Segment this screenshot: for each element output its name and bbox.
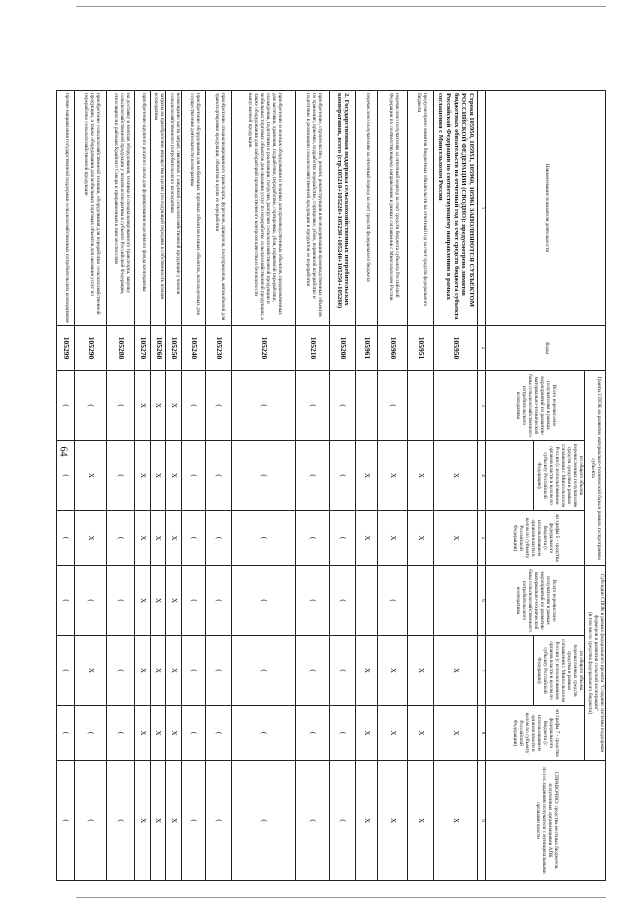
row-cell	[356, 371, 378, 441]
row-name: приобретение сельскохозяйственной техники, оборудования для переработки сельскохозяйственной продукции, а также оборудования для мобильных торговых объектов для оказания услуг по переработке сельскохозяйственной продукции	[75, 91, 107, 326]
column-number-row	[478, 91, 486, 881]
row-cell: X	[434, 636, 478, 706]
row-cell: (	[232, 761, 296, 881]
table-row	[57, 91, 75, 881]
row-cell: (	[107, 441, 135, 511]
header-reference-col	[486, 761, 606, 881]
row-cell: (	[330, 761, 356, 881]
table-row	[296, 91, 330, 881]
row-cell: X	[151, 441, 166, 511]
row-cell: (	[296, 636, 330, 706]
header-group-subsidies-sub: (в том числе средства федерального бюджета)	[587, 612, 594, 714]
row-code: 105961	[356, 326, 378, 371]
table-row	[232, 91, 296, 881]
row-cell: X	[356, 706, 378, 761]
row-cell	[356, 566, 378, 636]
row-cell: (	[232, 441, 296, 511]
column-number: 2	[478, 326, 486, 371]
row-cell: X	[378, 761, 408, 881]
row-cell: (	[182, 511, 206, 566]
row-cell: (	[57, 761, 75, 881]
column-number: 6	[478, 566, 486, 636]
row-cell: X	[166, 441, 182, 511]
row-cell: X	[135, 566, 151, 636]
row-cell: X	[356, 511, 378, 566]
header-a-total: Всего перечислено получателям в рамках мероприятий по развитию материально-технической базы сельскохозяйственного потребительского кооператива	[486, 371, 585, 441]
table-row	[408, 91, 434, 881]
row-cell: (	[296, 371, 330, 441]
row-cell: X	[135, 706, 151, 761]
row-code: 105950	[434, 326, 478, 371]
row-name: приобретение и монтаж оборудования и техники для производственных объектов, предназначенных для заготовки, хранения, подработки, переработки, сортировки, убоя, первичной переработки, охлаждения, подготовки к реализации, погрузки, разгрузки сельскохозяйственной продукции и мобильных торговых объектов для оказания услуг по переработке сельскохозяйственной продукции, а также оборудования для лабораторий производственного контроля качества и безопасности выпускаемой продукции	[232, 91, 296, 326]
row-name: предусмотрено лимитов бюджетных обязательств на отчетный год за счет средств федерального бюджета	[408, 91, 434, 326]
row-code: 105951	[408, 326, 434, 371]
row-cell: X	[75, 511, 107, 566]
row-cell: X	[151, 761, 166, 881]
row-cell: (	[57, 511, 75, 566]
row-cell: X	[151, 706, 166, 761]
row-name: прочие направления государственной поддержки сельскохозяйственных потребительских кооперативов	[57, 91, 75, 326]
column-number: 3	[478, 371, 486, 441]
column-number: 4	[478, 441, 486, 511]
table-row	[206, 91, 232, 881]
row-cell: X	[135, 636, 151, 706]
row-cell: (	[75, 371, 107, 441]
header-a-fed: из графы 5 - средства федерального бюджета (с использованием органов власти в целом по субъекту Российской Федерации)	[486, 511, 585, 566]
row-cell: (	[182, 441, 206, 511]
report-table	[56, 90, 606, 881]
row-name: 2. Государственная поддержка сельскохозяйственных потребительских кооперативов, всего (стр.105210+105220+105230+105240+105250+105260)	[330, 91, 356, 326]
row-cell: (	[206, 441, 232, 511]
header-a-total-sub: из общего объема перечисленных получателям средств средства в рамках соглашения с Минсельхозом России (с использованием органов власти в целом по субъекту Российской Федерации)	[534, 441, 585, 511]
row-code: 105240	[182, 326, 206, 371]
column-number: 1	[478, 91, 486, 326]
row-name: приобретение специализированного транспорта, фургонов, прицепов, полуприцепов, автомобилей для транспортировки продукции, объектов в целях ее переработки	[206, 91, 232, 326]
row-name: приобретение оборудования для мобильных торговых объектов и иных объектов, используемых для осуществления деятельности кооператива	[182, 91, 206, 326]
table-row	[166, 91, 182, 881]
row-code: 105230	[206, 326, 232, 371]
frame-top-line	[76, 6, 606, 7]
row-cell: X	[75, 441, 107, 511]
row-cell: X	[166, 636, 182, 706]
row-code: 105280	[107, 326, 135, 371]
row-name: приобретение, строительство, ремонт, реконструкция или модернизация производственных объектов по хранению, приемке, подработке переработке, сортировке, убою, первичной переработке и подготовке к реализации сельскохозяйственной продукции и продуктов ее переработки	[296, 91, 330, 326]
row-code: 105960	[378, 326, 408, 371]
row-name: возмещение части затрат, связанных с закупкой сельскохозяйственной продукции у членов сельскохозяйственного потребительского кооператива	[166, 91, 182, 326]
row-cell: X	[434, 761, 478, 881]
row-cell: X	[434, 441, 478, 511]
row-cell: (	[206, 371, 232, 441]
row-cell: X	[434, 706, 478, 761]
table-row	[378, 91, 408, 881]
row-cell: (	[232, 371, 296, 441]
row-name: перечислено получателям за отчетный период за счет средств федерального бюджета	[356, 91, 378, 326]
row-cell: (	[232, 636, 296, 706]
row-cell: (	[57, 706, 75, 761]
row-cell: (	[107, 761, 135, 881]
row-cell: X	[151, 371, 166, 441]
row-cell: (	[330, 566, 356, 636]
row-code: 105260	[151, 326, 166, 371]
row-name: перечислено получателям за отчетный период за счет средств бюджета субъекта Российской Федерации по соответствующему направлению в рамках соглашения с Минсельхозом России	[378, 91, 408, 326]
row-cell: (	[182, 371, 206, 441]
row-cell: (	[296, 566, 330, 636]
table-row	[356, 91, 378, 881]
row-cell: X	[408, 511, 434, 566]
page-number: 64	[57, 446, 69, 457]
table-row	[151, 91, 166, 881]
row-cell: X	[434, 511, 478, 566]
column-number: 9	[478, 761, 486, 881]
row-cell: (	[378, 566, 408, 636]
row-name: Строки 105950, 105951, 105960, 105961 ЗАПОЛНЯЮТСЯ СУБЪЕКТОМ РОССИЙСКОЙ ФЕДЕРАЦИИ (СВОДНО): предусмотрено лимитов бюджетных обязательств на отчетный год за счет средств бюджета субъекта Российской Федерации по соответствующему направлению в рамках соглашения с Минсельхозом России	[434, 91, 478, 326]
row-cell: X	[135, 441, 151, 511]
header-reference-title: СПРАВОЧНО: средства местных бюджетов, полученных организациями АПК	[546, 771, 559, 870]
row-cell: (	[330, 371, 356, 441]
header-b-fed: из графы 7 - средства федерального бюджета (с использованием органов власти в целом по субъекту Российской Федерации)	[486, 706, 585, 761]
frame-bottom-line	[76, 897, 606, 898]
table-body	[57, 91, 478, 881]
header-name-col: Наименование показателя деятельности	[486, 91, 606, 326]
table-row	[434, 91, 478, 881]
row-cell: X	[135, 371, 151, 441]
row-cell: (	[57, 371, 75, 441]
row-cell: (	[182, 706, 206, 761]
header-a-total-sub-body	[486, 441, 534, 511]
row-cell: (	[182, 761, 206, 881]
row-cell: (	[330, 636, 356, 706]
row-cell: (	[206, 761, 232, 881]
row-cell: X	[378, 441, 408, 511]
row-cell: (	[296, 511, 330, 566]
row-cell: X	[356, 441, 378, 511]
row-cell	[408, 566, 434, 636]
row-cell: X	[75, 636, 107, 706]
row-cell: (	[75, 706, 107, 761]
row-cell: (	[296, 706, 330, 761]
row-cell: X	[166, 511, 182, 566]
column-number: 5	[478, 511, 486, 566]
table-row	[107, 91, 135, 881]
row-cell: (	[206, 511, 232, 566]
row-cell: X	[135, 511, 151, 566]
row-code: 105250	[166, 326, 182, 371]
table-row	[182, 91, 206, 881]
row-cell: (	[182, 636, 206, 706]
row-cell: X	[166, 371, 182, 441]
row-cell: X	[356, 636, 378, 706]
row-cell: (	[206, 706, 232, 761]
table-row	[135, 91, 151, 881]
row-cell: X	[408, 636, 434, 706]
row-cell: X	[166, 761, 182, 881]
row-cell: X	[151, 636, 166, 706]
header-reference-sub: по гос.заданиям получатели с муниципальными органами власти	[534, 767, 547, 874]
table-row	[330, 91, 356, 881]
row-code: 105210	[296, 326, 330, 371]
header-code-col: Коды	[486, 326, 606, 371]
row-cell: (	[107, 706, 135, 761]
row-cell: (	[232, 511, 296, 566]
header-group-subsidies	[585, 566, 606, 761]
row-cell: (	[330, 706, 356, 761]
row-cell: (	[206, 636, 232, 706]
row-cell: (	[57, 441, 75, 511]
row-cell: (	[107, 566, 135, 636]
row-cell: X	[135, 761, 151, 881]
header-group-subsidies-title: Субсидии СПОК в рамках федерального проекта "Создание системы поддержки фермеров и развития сельской кооперации"	[593, 573, 605, 753]
row-cell	[434, 566, 478, 636]
row-cell: (	[75, 761, 107, 881]
header-group-grants: Гранты СПОК на развитие материально-технической базы в рамках госпрограммы субъекта	[585, 371, 606, 566]
header-b-total-sub-body	[486, 636, 534, 706]
row-cell: (	[206, 566, 232, 636]
row-cell: X	[378, 706, 408, 761]
row-cell: (	[107, 511, 135, 566]
row-cell: (	[296, 761, 330, 881]
row-cell: X	[408, 706, 434, 761]
row-cell: (	[330, 511, 356, 566]
row-cell: (	[107, 371, 135, 441]
column-number: 8	[478, 706, 486, 761]
row-cell: (	[232, 566, 296, 636]
row-cell: (	[57, 566, 75, 636]
row-cell	[434, 371, 478, 441]
row-code: 105299	[57, 326, 75, 371]
row-cell: X	[408, 761, 434, 881]
row-name: на доставку и монтаж оборудования, техники и специализированного транспорта, закупку сельскохозяйственной продукции у членов кооператива в субъекте Российской Федерации, относящихся к районам Крайнего Севера и приравненным к ним местностям	[107, 91, 135, 326]
row-cell: X	[151, 566, 166, 636]
row-name: приобретение крупного рогатого скота для формирования неделимого фонда кооператива	[135, 91, 151, 326]
row-cell: X	[166, 706, 182, 761]
row-cell: (	[330, 441, 356, 511]
row-name: затраты на приобретение имущества в целях последующей передачи в собственность членам кооператива	[151, 91, 166, 326]
row-cell: (	[57, 636, 75, 706]
row-cell: (	[107, 636, 135, 706]
row-cell: (	[296, 441, 330, 511]
row-cell: X	[356, 761, 378, 881]
row-cell: (	[75, 566, 107, 636]
header-b-total-sub: из общего объема перечисленных средств средства в рамках соглашения с Минсельхозом России (с использованием органов власти в целом по субъекту Российской Федерации)	[534, 636, 585, 706]
row-cell: X	[151, 511, 166, 566]
column-number: 7	[478, 636, 486, 706]
row-cell: X	[378, 511, 408, 566]
row-code: 105220	[232, 326, 296, 371]
row-code: 105270	[135, 326, 151, 371]
row-cell: (	[378, 371, 408, 441]
row-cell: X	[166, 566, 182, 636]
row-code: 105290	[75, 326, 107, 371]
row-cell: (	[182, 566, 206, 636]
row-code: 105200	[330, 326, 356, 371]
row-cell: (	[232, 706, 296, 761]
row-cell: X	[408, 441, 434, 511]
row-cell	[408, 371, 434, 441]
header-b-total: Всего перечислено получателям в рамках мероприятий по развитию материально-технической базы сельскохозяйственного потребительского кооператива	[486, 566, 585, 636]
row-cell: X	[378, 636, 408, 706]
table-row	[75, 91, 107, 881]
